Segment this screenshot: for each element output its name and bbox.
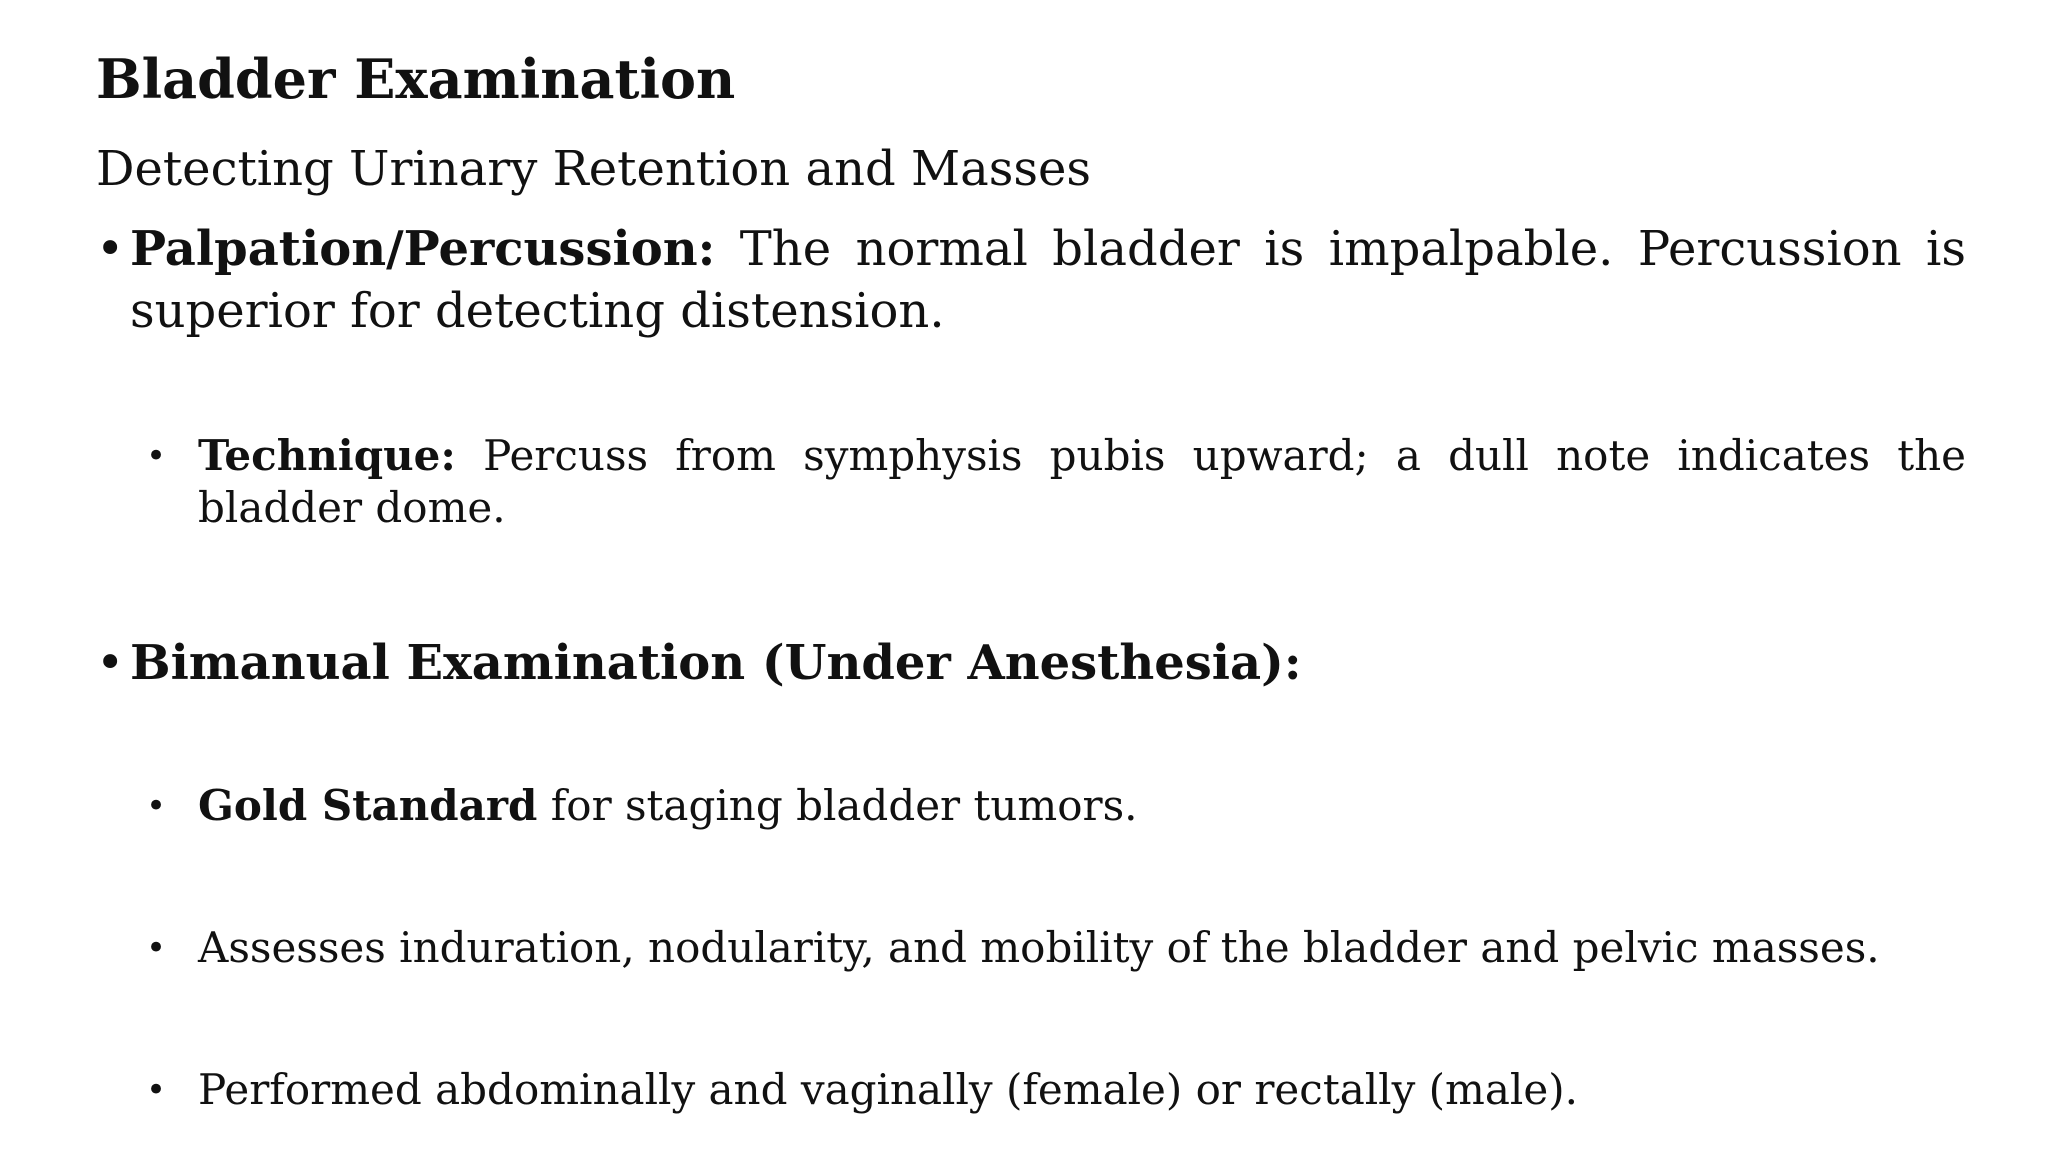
bullet-dot: • bbox=[146, 436, 167, 476]
subbullet-assesses bbox=[146, 922, 1966, 974]
bullet-text bbox=[198, 780, 1966, 832]
bullet-dot: • bbox=[146, 786, 167, 826]
bullet-body: for staging bladder tumors. bbox=[537, 781, 1138, 830]
subbullet-gold-standard bbox=[146, 780, 1966, 832]
bullet-body: The normal bladder is impalpable. Percussion is superior for detecting distension. bbox=[130, 221, 1966, 339]
bullet-palpation-percussion bbox=[96, 218, 1966, 342]
bullet-body: Performed abdominally and vaginally (female) or rectally (male). bbox=[198, 1065, 1578, 1114]
bullet-heading: Bimanual Examination (Under Anesthesia): bbox=[130, 635, 1302, 691]
bullet-dot: • bbox=[146, 1070, 167, 1110]
bullet-text bbox=[130, 632, 1966, 694]
slide-title: Bladder Examination bbox=[96, 47, 736, 111]
bullet-text bbox=[198, 430, 1966, 534]
bullet-heading: Palpation/Percussion: bbox=[130, 221, 716, 277]
bullet-text bbox=[198, 1064, 1966, 1116]
slide-subtitle: Detecting Urinary Retention and Masses bbox=[96, 141, 1092, 197]
bullet-dot: • bbox=[146, 928, 167, 968]
bullet-text bbox=[130, 218, 1966, 342]
bullet-body: Assesses induration, nodularity, and mobility of the bladder and pelvic masses. bbox=[198, 923, 1880, 972]
bullet-bimanual-examination bbox=[96, 632, 1966, 694]
bullet-heading: Gold Standard bbox=[198, 781, 538, 830]
subbullet-performed bbox=[146, 1064, 1966, 1116]
bullet-heading: Technique: bbox=[198, 431, 456, 480]
bullet-dot: • bbox=[96, 635, 125, 691]
subbullet-technique bbox=[146, 430, 1966, 534]
bullet-body: Percuss from symphysis pubis upward; a dull note indicates the bladder dome. bbox=[198, 431, 1966, 532]
bullet-dot: • bbox=[96, 221, 125, 277]
bullet-text bbox=[198, 922, 1966, 974]
